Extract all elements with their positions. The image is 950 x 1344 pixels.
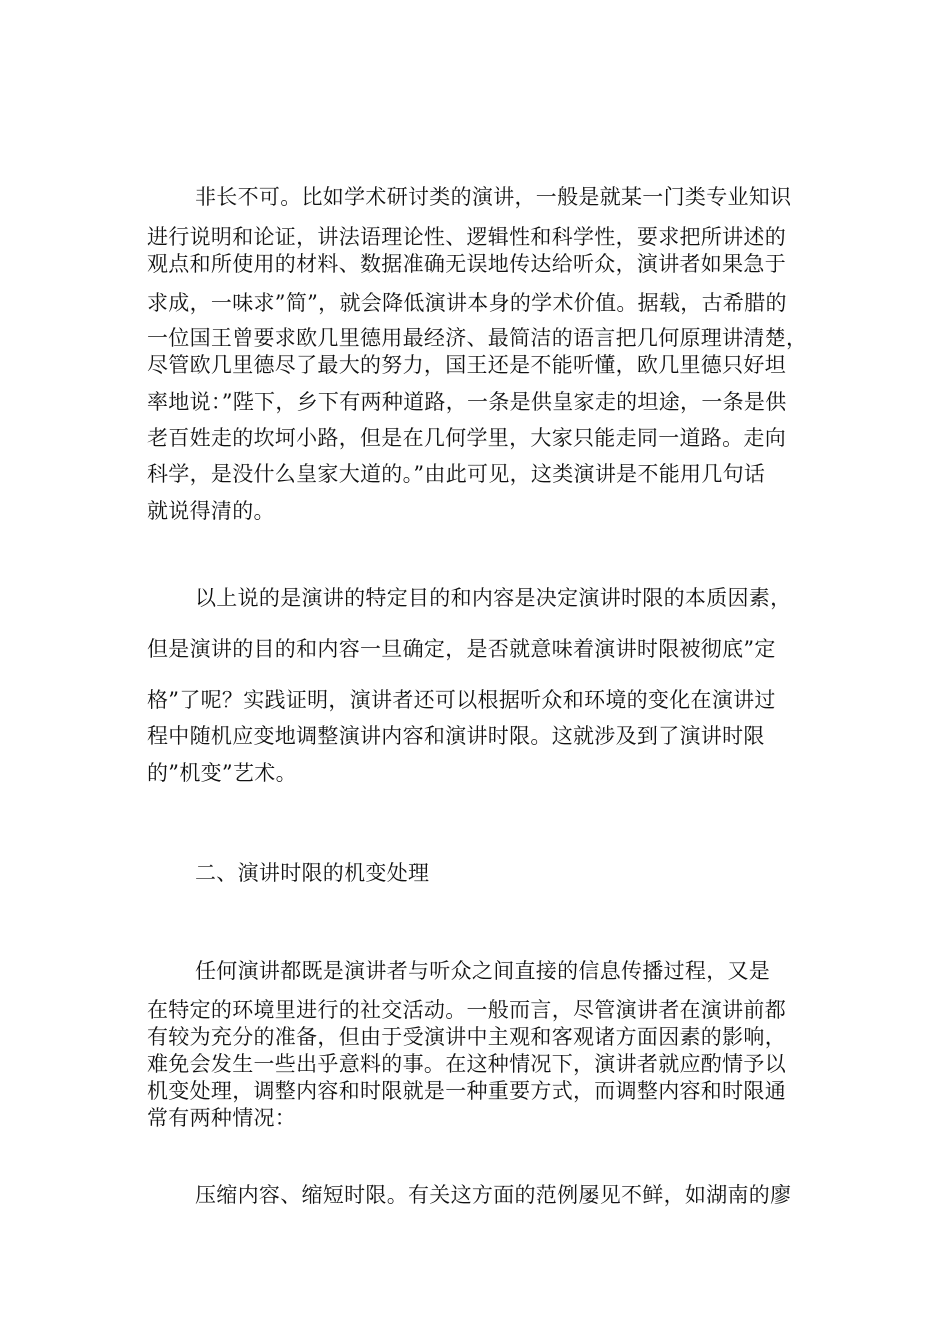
text-line: 一位国王曾要求欧几里德用最经济、最简洁的语言把几何原理讲清楚， <box>147 326 808 350</box>
text-line: 观点和所使用的材料、数据准确无误地传达给听众，演讲者如果急于 <box>147 252 786 276</box>
text-line: 常有两种情况： <box>147 1106 297 1130</box>
text-line: 求成，一味求”简”，就会降低演讲本身的学术价值。据载，古希腊的 <box>147 291 787 315</box>
text-line: 难免会发生一些出乎意料的事。在这种情况下，演讲者就应酌情予以 <box>147 1052 786 1076</box>
text-line: 在特定的环境里进行的社交活动。一般而言，尽管演讲者在演讲前都 <box>147 998 786 1022</box>
text-line: 有较为充分的准备，但由于受演讲中主观和客观诸方面因素的影响， <box>147 1025 786 1049</box>
text-line: 以上说的是演讲的特定目的和内容是决定演讲时限的本质因素， <box>195 586 792 610</box>
text-line: 进行说明和论证，讲法语理论性、逻辑性和科学性，要求把所讲述的 <box>147 225 786 249</box>
text-line: 老百姓走的坎坷小路，但是在几何学里，大家只能走同一道路。走向 <box>147 426 786 450</box>
text-line: 科学，是没什么皇家大道的。”由此可见，这类演讲是不能用几句话 <box>147 462 766 486</box>
text-line: 格”了呢？实践证明，演讲者还可以根据听众和环境的变化在演讲过 <box>147 688 776 712</box>
text-line: 任何演讲都既是演讲者与听众之间直接的信息传播过程，又是 <box>195 959 771 983</box>
text-line: 程中随机应变地调整演讲内容和演讲时限。这就涉及到了演讲时限 <box>147 724 765 748</box>
text-line: 就说得清的。 <box>147 499 275 523</box>
text-line: 机变处理，调整内容和时限就是一种重要方式，而调整内容和时限通 <box>147 1079 786 1103</box>
text-line: 率地说：”陛下，乡下有两种道路，一条是供皇家走的坦途，一条是供 <box>147 390 787 414</box>
text-line: 但是演讲的目的和内容一旦确定，是否就意味着演讲时限被彻底”定 <box>147 637 776 661</box>
section-heading: 二、演讲时限的机变处理 <box>195 861 430 885</box>
text-line: 非长不可。比如学术研讨类的演讲，一般是就某一门类专业知识 <box>195 185 792 209</box>
text-line: 压缩内容、缩短时限。有关这方面的范例屡见不鲜，如湖南的廖 <box>195 1183 792 1207</box>
text-line: 尽管欧几里德尽了最大的努力，国王还是不能听懂，欧几里德只好坦 <box>147 353 786 377</box>
text-line: 的”机变”艺术。 <box>147 761 297 785</box>
